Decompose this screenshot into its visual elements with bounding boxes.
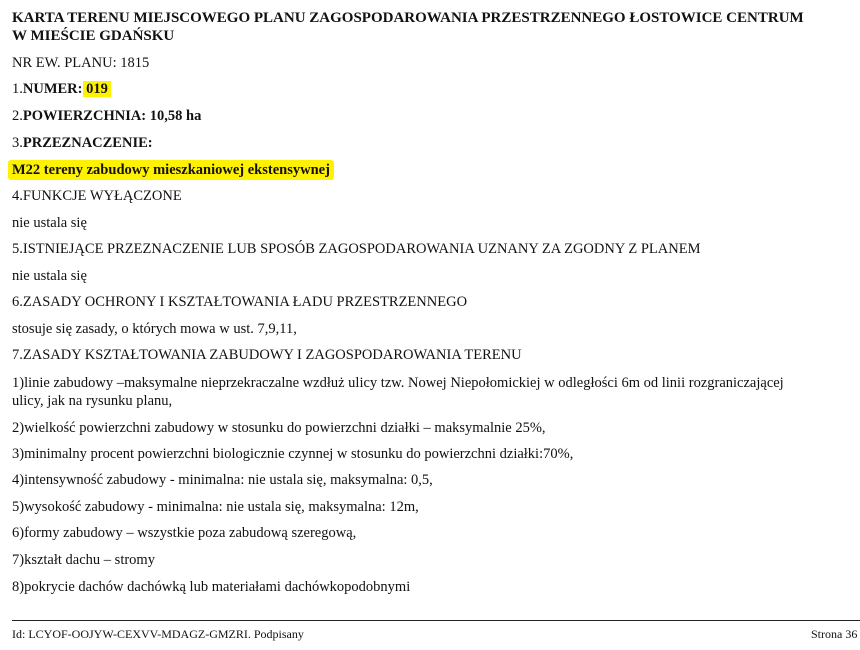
rule-item: 6)formy zabudowy – wszystkie poza zabudową szeregową,: [12, 525, 357, 541]
rule-item: 5)wysokość zabudowy - minimalna: nie ustala się, maksymalna: 12m,: [12, 499, 419, 515]
numer-value: 019: [83, 81, 111, 97]
rule-item: 1)linie zabudowy –maksymalne nieprzekraczalne wzdłuż ulicy tzw. Nowej Niepołomickiej w odległości 6m od linii rozgraniczającej: [12, 375, 784, 391]
document-title-line-1: KARTA TERENU MIEJSCOWEGO PLANU ZAGOSPODAROWANIA PRZESTRZENNEGO ŁOSTOWICE CENTRUM: [12, 10, 804, 26]
footer-document-id: Id: LCYOF-OOJYW-CEXVV-MDAGZ-GMZRI. Podpisany: [12, 627, 304, 641]
document-title-line-2: W MIEŚCIE GDAŃSKU: [12, 28, 175, 44]
rule-item: 7)kształt dachu – stromy: [12, 552, 155, 568]
przeznaczenie-value: M22 tereny zabudowy mieszkaniowej ekstensywnej: [8, 160, 334, 180]
numer-line: [12, 80, 111, 98]
rule-item: 8)pokrycie dachów dachówką lub materiałami dachówkopodobnymi: [12, 579, 411, 595]
przeznaczenie-value-line: [12, 161, 334, 179]
rule-item-continuation: ulicy, jak na rysunku planu,: [12, 393, 173, 409]
section-text: stosuje się zasady, o których mowa w ust. 7,9,11,: [12, 321, 297, 337]
rule-item: 3)minimalny procent powierzchni biologicznie czynnej w stosunku do powierzchni działki:70%,: [12, 446, 574, 462]
section-heading: 7.ZASADY KSZTAŁTOWANIA ZABUDOWY I ZAGOSPODAROWANIA TERENU: [12, 347, 522, 363]
footer-divider: [12, 620, 860, 621]
powierzchnia-line: [12, 107, 201, 125]
plan-number: NR EW. PLANU: 1815: [12, 55, 150, 71]
rule-item: 4)intensywność zabudowy - minimalna: nie ustala się, maksymalna: 0,5,: [12, 472, 433, 488]
rule-item: 2)wielkość powierzchni zabudowy w stosunku do powierzchni działki – maksymalnie 25%,: [12, 420, 546, 436]
footer-page-number: Strona 36: [811, 627, 858, 641]
section-text: nie ustala się: [12, 268, 87, 284]
przeznaczenie-prefix: 3.: [12, 135, 23, 151]
section-heading: 5.ISTNIEJĄCE PRZEZNACZENIE LUB SPOSÓB ZAGOSPODAROWANIA UZNANY ZA ZGODNY Z PLANEM: [12, 241, 701, 257]
powierzchnia-prefix: 2.: [12, 108, 23, 124]
section-text: nie ustala się: [12, 215, 87, 231]
section-heading: 4.FUNKCJE WYŁĄCZONE: [12, 188, 182, 204]
przeznaczenie-label: PRZEZNACZENIE:: [22, 135, 153, 151]
section-heading: 6.ZASADY OCHRONY I KSZTAŁTOWANIA ŁADU PRZESTRZENNEGO: [12, 294, 468, 310]
powierzchnia-label: POWIERZCHNIA: 10,58 ha: [22, 108, 202, 124]
przeznaczenie-line: [12, 134, 153, 152]
numer-prefix: 1.: [12, 81, 23, 97]
numer-label: NUMER:: [22, 81, 83, 97]
